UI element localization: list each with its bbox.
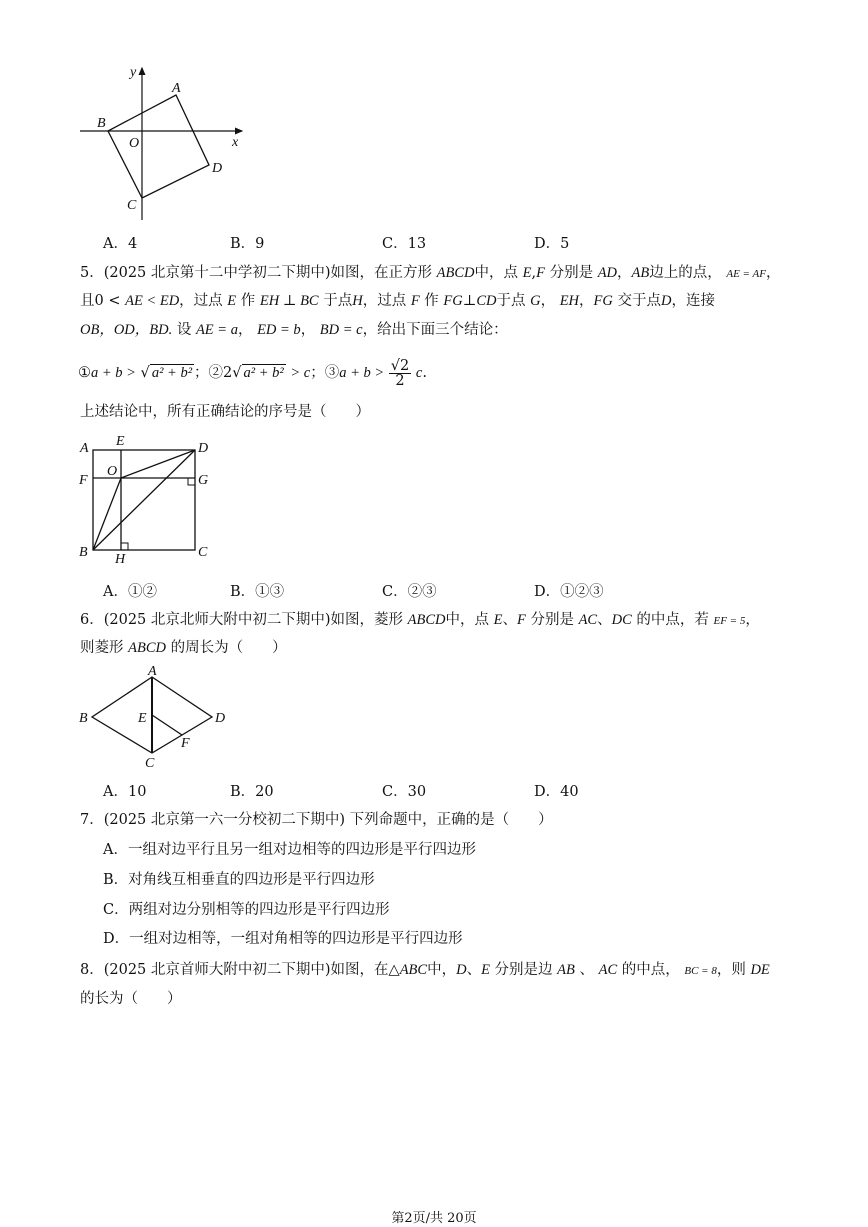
label-h: H — [115, 552, 126, 565]
q5-stem-line1: 5．(2025 北京第十二中学初二下期中)如图，在正方形 ABCD中，点 E,F 分别是 AD，AB边上的点， AE = AF， — [80, 265, 781, 281]
q5-option-d[interactable]: D．①②③ — [534, 584, 604, 600]
q6-option-b[interactable]: B．20 — [230, 784, 274, 800]
q5-option-a[interactable]: A．①② — [103, 584, 157, 600]
label-b: B — [79, 545, 88, 560]
right-angle-g — [188, 478, 195, 485]
q5-diagram — [75, 430, 220, 565]
q8-stem-line2: 的长为（ ） — [80, 991, 182, 1007]
q4-option-d[interactable]: D．5 — [534, 236, 570, 252]
q5-stem-line3: OB，OD，BD. 设 AE = a， ED = b， BD = c，给出下面三个结论： — [80, 322, 508, 338]
segment-ef — [152, 715, 182, 735]
q5-stem-line2: 且0 < AE < ED，过点 E 作 EH ⊥ BC 于点H，过点 F 作 FG⊥CD于点 G， EH，FG 交于点D，连接 — [80, 293, 715, 309]
label-o: O — [129, 136, 140, 151]
label-b: B — [97, 116, 106, 131]
label-c: C — [145, 756, 155, 771]
q8-stem-line1: 8．(2025 北京首师大附中初二下期中)如图，在△ABC中，D、E 分别是边 AB 、 AC 的中点， BC = 8，则 DE — [80, 962, 770, 978]
q7-option-b[interactable]: B．对角线互相垂直的四边形是平行四边形 — [103, 872, 375, 888]
q5-option-b[interactable]: B．①③ — [230, 584, 285, 600]
line-od — [121, 450, 195, 478]
label-c: C — [198, 545, 208, 560]
q6-option-d[interactable]: D．40 — [534, 784, 579, 800]
right-angle-h — [121, 543, 128, 550]
label-e: E — [138, 711, 147, 726]
q5-question: 上述结论中，所有正确结论的序号是（ ） — [80, 404, 370, 420]
label-a: A — [148, 665, 157, 679]
square-abcd — [108, 95, 209, 198]
q5-figure — [75, 430, 220, 565]
q5-option-c[interactable]: C．②③ — [382, 584, 437, 600]
q4-diagram — [75, 62, 250, 222]
label-o: O — [107, 464, 118, 479]
q7-option-d[interactable]: D．一组对边相等，一组对角相等的四边形是平行四边形 — [103, 931, 463, 947]
q6-option-a[interactable]: A．10 — [103, 784, 147, 800]
label-c: C — [127, 198, 137, 213]
label-f: F — [79, 473, 88, 488]
label-d: D — [212, 161, 223, 176]
line-ob — [93, 478, 121, 550]
q4-option-b[interactable]: B．9 — [230, 236, 265, 252]
label-e: E — [116, 434, 125, 449]
label-f: F — [181, 736, 190, 751]
q4-option-a[interactable]: A．4 — [103, 236, 138, 252]
label-a: A — [80, 441, 89, 456]
q4-option-c[interactable]: C．13 — [382, 236, 427, 252]
label-x: x — [232, 135, 239, 150]
q6-stem-line1: 6．(2025 北京北师大附中初二下期中)如图，菱形 ABCD中，点 E、F 分别是 AC、DC 的中点，若 EF = 5， — [80, 612, 760, 628]
q7-option-c[interactable]: C．两组对边分别相等的四边形是平行四边形 — [103, 902, 390, 918]
frac-sqrt2-over-2: $\frac{√2}{2}$ — [390, 357, 410, 389]
q7-option-a[interactable]: A．一组对边平行且另一组对边相等的四边形是平行四边形 — [103, 842, 476, 858]
label-d: D — [215, 711, 226, 726]
label-g: G — [198, 473, 209, 488]
q6-stem-line2: 则菱形 ABCD 的周长为（ ） — [80, 640, 287, 656]
q5-conclusions: ①a + b > √ a² + b² ；②2√ a² + b² > c；③a + b > $\frac{√2}{2}$ c. — [78, 357, 427, 389]
q6-option-c[interactable]: C．30 — [382, 784, 427, 800]
label-d: D — [198, 441, 209, 456]
q6-figure — [75, 665, 235, 775]
label-a: A — [172, 81, 181, 96]
label-y: y — [130, 65, 137, 80]
label-b: B — [79, 711, 88, 726]
q4-figure — [75, 62, 250, 222]
page-footer: 第2页/共 20页 — [391, 1211, 477, 1226]
q6-diagram — [75, 665, 235, 775]
q7-stem: 7．(2025 北京第一六一分校初二下期中) 下列命题中，正确的是（ ） — [80, 812, 553, 828]
